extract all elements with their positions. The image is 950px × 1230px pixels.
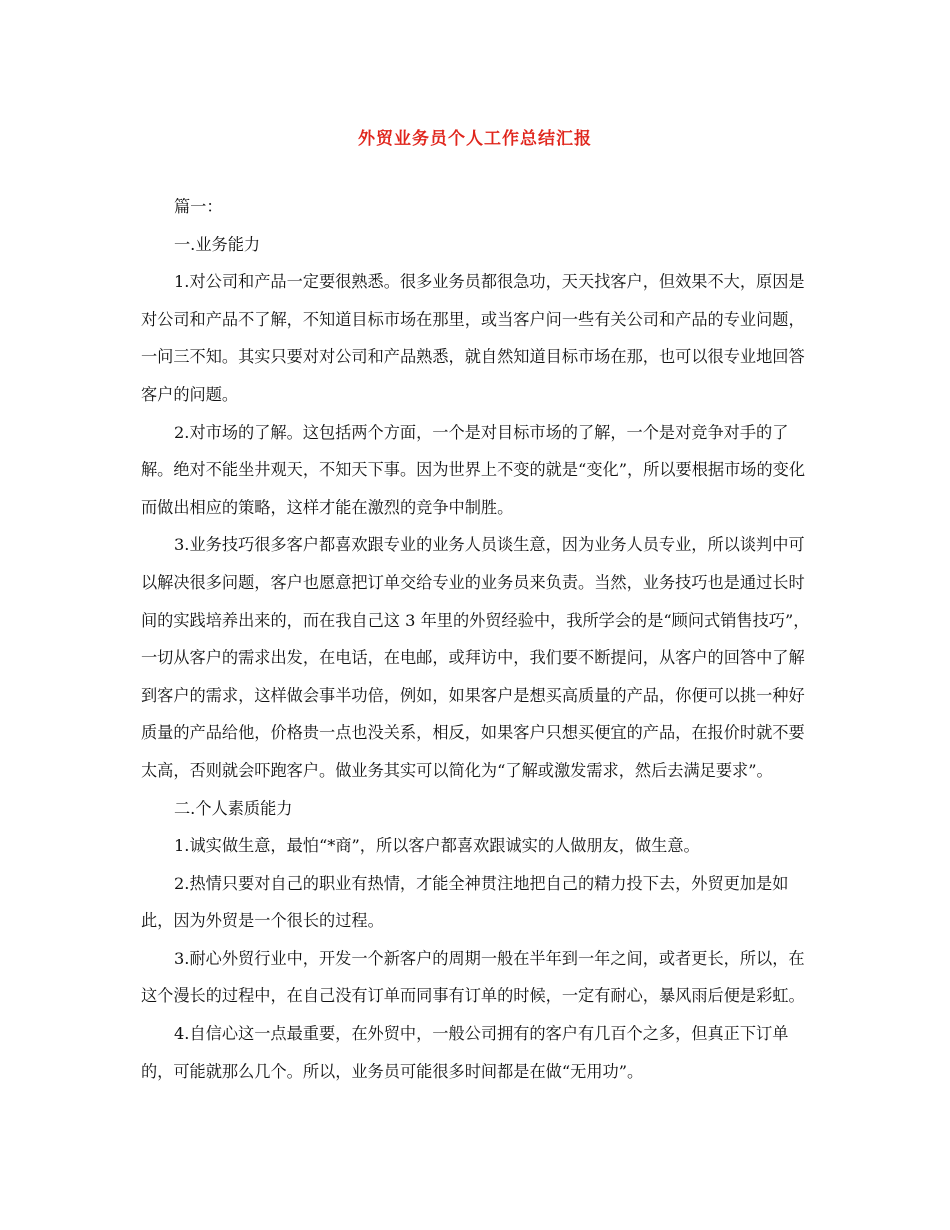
heading-business-ability: 一.业务能力 bbox=[174, 234, 261, 254]
document-title: 外贸业务员个人工作总结汇报 bbox=[358, 129, 592, 149]
paragraph: 3.业务技巧很多客户都喜欢跟专业的业务人员谈生意，因为业务人员专业，所以谈判中可以解决很多问题，客户也愿意把订单交给专业的业务员来负责。当然，业务技巧也是通过长时间的实践培养出来的，而在我自己这 3 年里的外贸经验中，我所学会的是“顾问式销售技巧”，一切从客户的需求出发，在电话，在电邮，或拜访中，我们要不断提问，从客户的回答中了解到客户的需求，这样做会事半功倍，例如，如果客户是想买高质量的产品，你便可以挑一种好质量的产品给他，价格贵一点也没关系，相反，如果客户只想买便宜的产品，在报价时就不要太高，否则就会吓跑客户。做业务其实可以简化为“了解或激发需求，然后去满足要求”。 bbox=[141, 535, 810, 780]
document-body bbox=[141, 188, 814, 1090]
section-label: 篇一： bbox=[174, 197, 223, 216]
heading-personal-quality: 二.个人素质能力 bbox=[174, 798, 293, 818]
paragraph: 4.自信心这一点最重要，在外贸中，一般公司拥有的客户有几百个之多，但真正下订单的，可能就那么几个。所以，业务员可能很多时间都是在做“无用功”。 bbox=[141, 1024, 789, 1081]
paragraph: 3.耐心外贸行业中，开发一个新客户的周期一般在半年到一年之间，或者更长，所以，在这个漫长的过程中，在自己没有订单而同事有订单的时候，一定有耐心，暴风雨后便是彩虹。 bbox=[141, 948, 805, 1006]
paragraph: 2.对市场的了解。这包括两个方面，一个是对目标市场的了解，一个是对竞争对手的了解。绝对不能坐井观天，不知天下事。因为世界上不变的就是“变化”，所以要根据市场的变化而做出相应的策略，这样才能在激烈的竞争中制胜。 bbox=[141, 422, 806, 517]
paragraph: 1.诚实做生意，最怕“*商”，所以客户都喜欢跟诚实的人做朋友，做生意。 bbox=[174, 836, 700, 856]
paragraph: 1.对公司和产品一定要很熟悉。很多业务员都很急功，天天找客户，但效果不大，原因是对公司和产品不了解，不知道目标市场在那里，或当客户问一些有关公司和产品的专业问题，一问三不知。其实只要对对公司和产品熟悉，就自然知道目标市场在那，也可以很专业地回答客户的问题。 bbox=[141, 272, 805, 404]
paragraph: 2.热情只要对自己的职业有热情，才能全神贯注地把自己的精力投下去，外贸更加是如此，因为外贸是一个很长的过程。 bbox=[141, 873, 789, 931]
